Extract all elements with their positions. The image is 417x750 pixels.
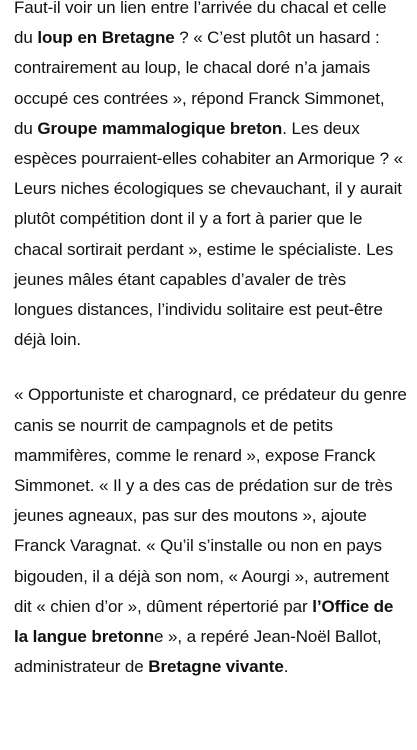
link-bretagne-vivante[interactable]: Bretagne vivante [148, 657, 284, 677]
paragraph-1-text-2: ? « C’est plutôt un hasard : contrairement au loup, le chacal doré n’a jamais occupé ces contrées », répond Franck Simmonet, du [14, 28, 385, 138]
paragraph-2-text-3: . [283, 657, 289, 677]
link-office-langue-bretonne[interactable]: l’Office de la langue bretonn [14, 596, 394, 647]
link-groupe-mammalogique-breton[interactable]: Groupe mammalogique breton [37, 118, 283, 138]
paragraph-1-text-3: . Les deux espèces pourraient-elles cohabiter an Armorique ? « Leurs niches écologiques se chevauchant, il y aurait plutôt compétition dont il y a fort à parier que le chacal sortirait perdant », estime le spécialiste. Les jeunes mâles étant capables d’avaler de très longues distances, l’individu solitaire est peut-être déjà loin. [14, 118, 403, 350]
paragraph-1-text-1: Faut-il voir un lien entre l’arrivée du chacal et celle du [14, 0, 387, 48]
paragraph-2-text-1: « Opportuniste et charognard, ce prédateur du genre canis se nourrit de campagnols et de petits mammifères, comme le renard », expose Franck Simmonet. « Il y a des cas de prédation sur de très jeunes agneaux, pas sur des moutons », ajoute Franck Varagnat. « Qu’il s’installe ou non en pays bigouden, il a déjà son nom, « Aourgi », autrement dit « chien d’or », dûment répertorié par [14, 385, 407, 616]
article-paragraph-1 [14, 0, 407, 355]
article-paragraph-2 [14, 380, 407, 682]
link-loup-en-bretagne[interactable]: loup en Bretagne [37, 28, 175, 48]
paragraph-2-text-2: e », a repéré Jean-Noël Ballot, administrateur de [14, 627, 382, 677]
